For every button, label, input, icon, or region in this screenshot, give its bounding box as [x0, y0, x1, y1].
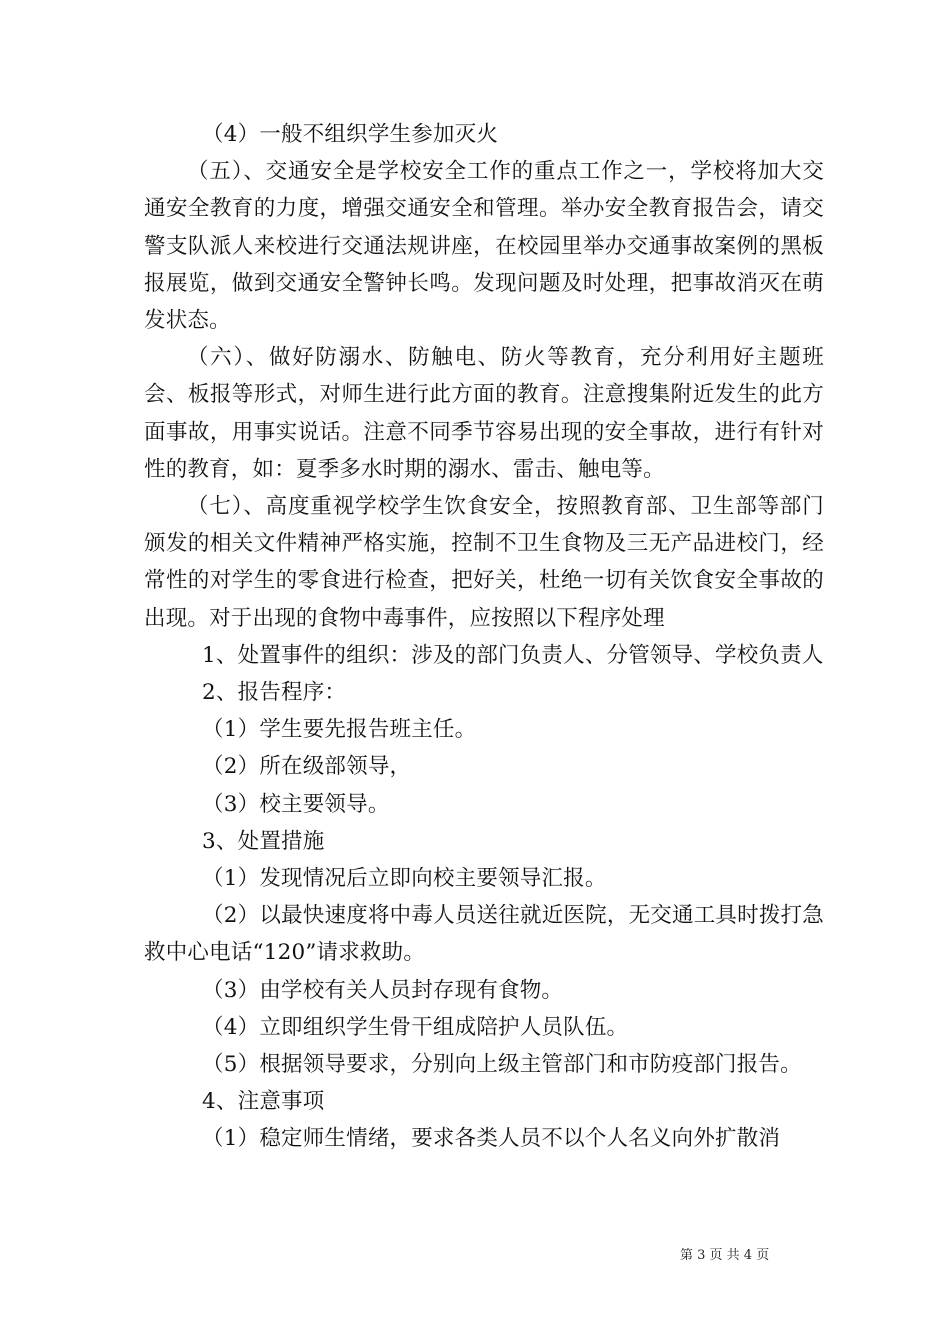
paragraph: （2）以最快速度将中毒人员送往就近医院，无交通工具时拨打急救中心电话“120”请求救助。	[144, 903, 824, 966]
paragraph: （3）由学校有关人员封存现有食物。	[202, 977, 564, 1003]
paragraph: （5）根据领导要求，分别向上级主管部门和市防疫部门报告。	[202, 1052, 802, 1078]
paragraph: （六）、做好防溺水、防触电、防火等教育，充分利用好主题班会、板报等形式，对师生进行此方面的教育。注意搜集附近发生的此方面事故，用事实说话。注意不同季节容易出现的安全事故，进行有针对性的教育，如：夏季多水时期的溺水、雷击、触电等。	[144, 345, 824, 482]
paragraph: （1）稳定师生情绪，要求各类人员不以个人名义向外扩散消	[202, 1126, 781, 1152]
paragraph: 2、报告程序：	[202, 680, 347, 706]
paragraph: （4）一般不组织学生参加灭火	[202, 122, 499, 147]
paragraph: （2）所在级部领导，	[202, 754, 412, 780]
document-body	[144, 116, 824, 1158]
paragraph: 4、注意事项	[202, 1089, 325, 1115]
paragraph: （1）发现情况后立即向校主要领导汇报。	[202, 866, 607, 892]
page-number: 第 3 页 共 4 页	[680, 1248, 770, 1263]
paragraph: 3、处置措施	[202, 828, 325, 854]
paragraph: （3）校主要领导。	[202, 791, 390, 817]
paragraph: （1）学生要先报告班主任。	[202, 717, 477, 743]
paragraph: （五）、交通安全是学校安全工作的重点工作之一，学校将加大交通安全教育的力度，增强交通安全和管理。举办安全教育报告会，请交警支队派人来校进行交通法规讲座，在校园里举办交通事故案例的黑板报展览，做到交通安全警钟长鸣。发现问题及时处理，把事故消灭在萌发状态。	[144, 159, 824, 334]
paragraph: （4）立即组织学生骨干组成陪护人员队伍。	[202, 1014, 629, 1040]
paragraph: 1、处置事件的组织：涉及的部门负责人、分管领导、学校负责人	[202, 642, 824, 668]
paragraph: （七）、高度重视学校学生饮食安全，按照教育部、卫生部等部门颁发的相关文件精神严格实施，控制不卫生食物及三无产品进校门，经常性的对学生的零食进行检查，把好关，杜绝一切有关饮食安全事故的出现。对于出现的食物中毒事件，应按照以下程序处理	[144, 494, 824, 631]
